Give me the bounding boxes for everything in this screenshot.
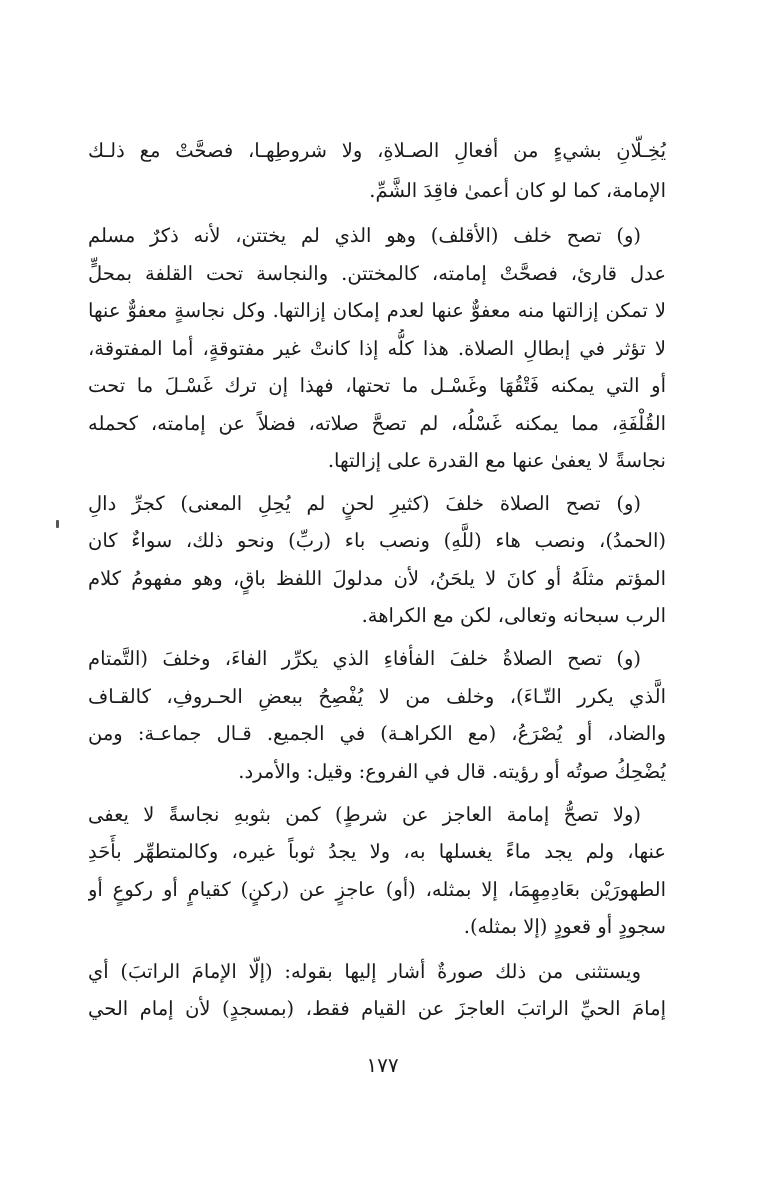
text-line-11: (الحمدُ)، ونصب هاء (للَّهِ) ونصب باء (ربِّ) ونحو ذلك، سواءٌ كان xyxy=(88,529,666,552)
text-line-10: (و) تصح الصلاة خلفَ (كثيرِ لحنٍ لم يُحِلِ المعنى) كجرِّ دالِ xyxy=(88,492,641,515)
text-line-21: سجودٍ أو قعودٍ (إلا بمثله). xyxy=(463,915,666,938)
text-line-8: القُلْفَةِ، مما يمكنه غَسْلُه، لم تصحَّ صلاته، فضلاً عن إمامته، كحمله xyxy=(88,412,666,435)
text-line-6: لا تؤثر في إبطالِ الصلاة. هذا كلُّه إذا كانتْ غير مفتوقةٍ، أما المفتوقة، xyxy=(88,337,666,360)
text-line-1: يُخِـلّانِ بشيءٍ من أفعالِ الصـلاةِ، ولا شروطِهـا، فصحَّتْ مع ذلـك xyxy=(88,139,666,162)
text-line-5: لا تمكن إزالتها منه معفوٌّ عنها لعدم إمكان إزالتها. وكل نجاسةٍ معفوٌّ عنها xyxy=(88,299,666,322)
page-body xyxy=(88,0,666,1185)
page-number: ١٧٧ xyxy=(366,1053,399,1077)
text-line-7: أو التي يمكنه فَتْقُهَا وغَسْـل ما تحتها، فهذا إن ترك غَسْـلَ ما تحت xyxy=(88,374,666,397)
text-line-19: عنها، ولم يجد ماءً يغسلها به، ولا يجدُ ثوباً غيره، وكالمتطهِّر بأَحَدِ xyxy=(88,840,666,863)
text-line-16: والضاد، أو يُصْرَعُ، (مع الكراهـة) في الجميع. قـال جماعـة: ومن xyxy=(88,722,666,745)
text-line-3: (و) تصح خلف (الأقلف) وهو الذي لم يختتن، لأنه ذكرٌ مسلم xyxy=(88,224,641,247)
text-line-12: المؤتم مثلَهُ أو كانَ لا يلحَنُ، لأن مدلولَ اللفظ باقٍ، وهو مفهومُ كلام xyxy=(88,567,666,590)
text-line-22: ويستثنى من ذلك صورةٌ أشار إليها بقوله: (إلّا الإمامَ الراتبَ) أي xyxy=(88,960,641,983)
text-line-14: (و) تصح الصلاةُ خلفَ الفأفاءِ الذي يكرِّر الفاءَ، وخلفَ (التَّمتام xyxy=(88,647,641,670)
text-line-4: عدل قارئ، فصحَّتْ إمامته، كالمختتن. والنجاسة تحت القلفة بمحلٍّ xyxy=(88,262,666,285)
text-line-23: إمامَ الحيِّ الراتبَ العاجزَ عن القيام فقط، (بمسجدٍ) لأن إمام الحي xyxy=(88,997,666,1020)
text-line-17: يُضْحِكُ صوتُه أو رؤيته. قال في الفروع: وقيل: والأمرد. xyxy=(238,760,666,783)
text-line-15: الَّذي يكرر التّـاءَ)، وخلف من لا يُفْصِحُ ببعضِ الحـروفِ، كالقـاف xyxy=(88,685,666,708)
text-line-9: نجاسةً لا يعفىٰ عنها مع القدرة على إزالتها. xyxy=(327,449,666,472)
text-line-13: الرب سبحانه وتعالى، لكن مع الكراهة. xyxy=(361,604,666,627)
text-line-20: الطهورَيْن بعَادِمِهِمَا، إلا بمثله، (أو) عاجزٍ عن (ركنٍ) كقيامٍ أو ركوعٍ أو xyxy=(88,878,666,901)
text-line-2: الإمامة، كما لو كان أعمىٰ فاقِدَ الشَّمِّ. xyxy=(369,179,666,202)
margin-mark xyxy=(56,520,59,528)
text-line-18: (ولا تصحُّ إمامة العاجز عن شرطٍ) كمن بثوبهِ نجاسةً لا يعفى xyxy=(88,803,641,826)
